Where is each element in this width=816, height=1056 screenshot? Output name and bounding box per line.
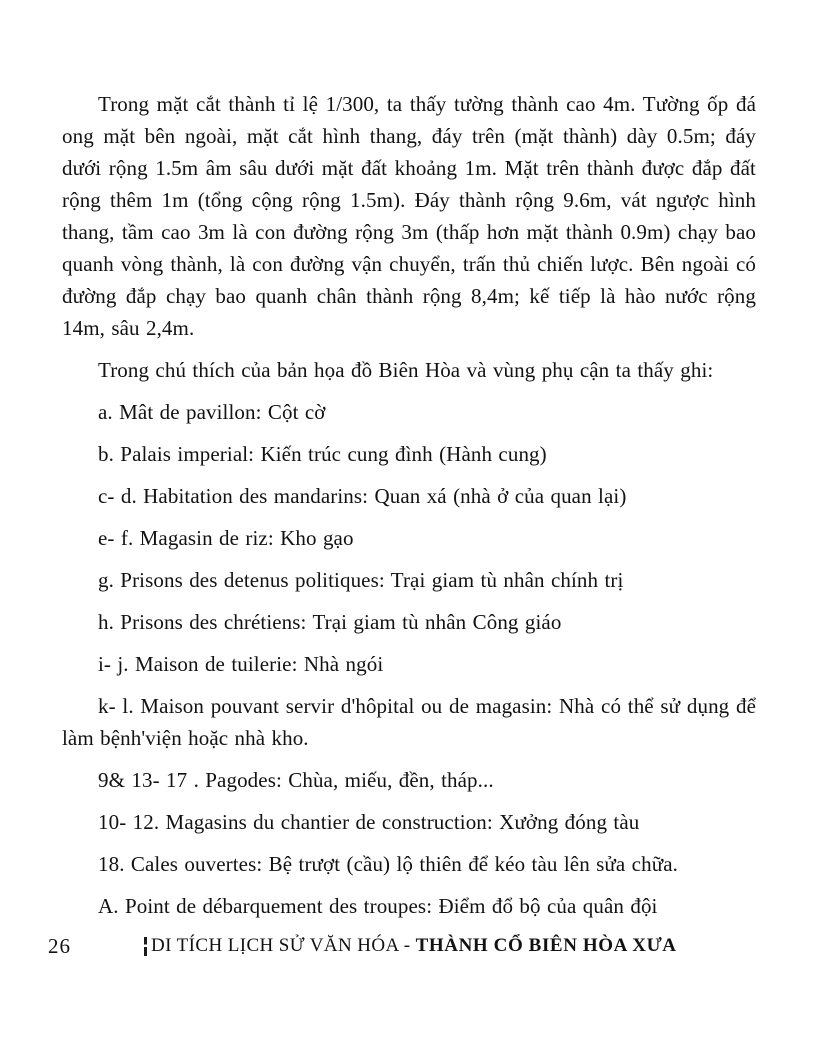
footer-book-title: THÀNH CỔ BIÊN HÒA XƯA [415,935,677,956]
legend-list [62,396,756,922]
legend-item: a. Mât de pavillon: Cột cờ [98,400,326,424]
legend-item: A. Point de débarquement des troupes: Điểm đổ bộ của quân đội [98,894,658,918]
footer-separator: - [398,935,416,956]
legend-item: e- f. Magasin de riz: Kho gạo [98,526,354,550]
legend-item: c- d. Habitation des mandarins: Quan xá (nhà ở của quan lại) [98,484,627,508]
footer-divider-mark [144,937,147,956]
legend-intro-line: Trong chú thích của bản họa đồ Biên Hòa và vùng phụ cận ta thấy ghi: [98,358,714,382]
legend-item: g. Prisons des detenus politiques: Trại giam tù nhân chính trị [98,568,624,592]
legend-item: h. Prisons des chrétiens: Trại giam tù nhân Công giáo [98,610,562,634]
body-paragraph: Trong mặt cắt thành tỉ lệ 1/300, ta thấy tường thành cao 4m. Tường ốp đá ong mặt bên ngoài, mặt cắt hình thang, đáy trên (mặt thành) dày 0.5m; đáy dưới rộng 1.5m âm sâu dưới mặt đất khoảng 1m. Mặt trên thành được đắp đất rộng thêm 1m (tổng cộng rộng 1.5m). Đáy thành rộng 9.6m, vát ngược hình thang, tầm cao 3m là con đường rộng 3m (thấp hơn mặt thành 0.9m) chạy bao quanh vòng thành, là con đường vận chuyển, trấn thủ chiến lược. Bên ngoài có đường đắp chạy bao quanh chân thành rộng 8,4m; kế tiếp là hào nước rộng 14m, sâu 2,4m. [62,92,756,340]
legend-item: k- l. Maison pouvant servir d'hôpital ou de magasin: Nhà có thể sử dụng để làm bệnh'viện hoặc nhà kho. [62,694,756,750]
legend-item: 10- 12. Magasins du chantier de construction: Xưởng đóng tàu [98,810,640,834]
page-content [62,88,756,932]
legend-item: i- j. Maison de tuilerie: Nhà ngói [98,652,384,676]
page-number: 26 [48,934,71,958]
legend-item: b. Palais imperial: Kiến trúc cung đình (Hành cung) [98,442,547,466]
page-footer [48,931,768,961]
legend-item: 18. Cales ouvertes: Bệ trượt (cầu) lộ thiên để kéo tàu lên sửa chữa. [98,852,678,876]
footer-title [151,931,677,961]
legend-item: 9& 13- 17 . Pagodes: Chùa, miếu, đền, tháp... [98,768,494,792]
footer-series-title: DI TÍCH LỊCH SỬ VĂN HÓA [151,935,399,956]
